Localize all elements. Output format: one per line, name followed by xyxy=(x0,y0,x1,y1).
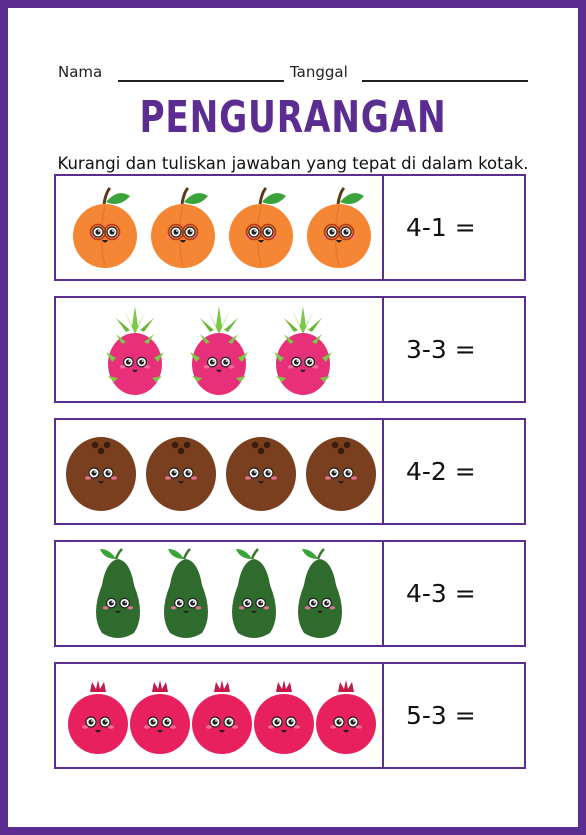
coconut-icon xyxy=(64,431,138,513)
header-fields xyxy=(8,63,578,87)
exercise-row-4 xyxy=(54,540,526,647)
instruction-text: Kurangi dan tuliskan jawaban yang tepat di dalam kotak. xyxy=(57,154,529,173)
coconut-icon xyxy=(144,431,218,513)
dragonfruit-icon xyxy=(104,304,166,396)
equation-1[interactable]: 4-1 = xyxy=(406,213,476,242)
fruit-group-1 xyxy=(56,176,384,279)
fruit-group-5 xyxy=(56,664,384,767)
peach-icon xyxy=(70,186,140,270)
equation-3[interactable]: 4-2 = xyxy=(406,457,476,486)
avocado-icon xyxy=(158,545,214,643)
pomegranate-icon xyxy=(128,680,192,756)
name-field[interactable] xyxy=(118,80,284,82)
avocado-icon xyxy=(90,545,146,643)
page-title: PENGURANGAN xyxy=(139,92,447,143)
peach-icon xyxy=(148,186,218,270)
peach-icon xyxy=(304,186,374,270)
dragonfruit-icon xyxy=(272,304,334,396)
fruit-group-4 xyxy=(56,542,384,645)
worksheet-page xyxy=(8,8,578,827)
avocado-icon xyxy=(292,545,348,643)
equation-5[interactable]: 5-3 = xyxy=(406,701,476,730)
dragonfruit-icon xyxy=(188,304,250,396)
exercise-row-5 xyxy=(54,662,526,769)
equation-2[interactable]: 3-3 = xyxy=(406,335,476,364)
fruit-group-3 xyxy=(56,420,384,523)
avocado-icon xyxy=(226,545,282,643)
exercise-row-3 xyxy=(54,418,526,525)
exercise-row-1 xyxy=(54,174,526,281)
fruit-group-2 xyxy=(56,298,384,401)
coconut-icon xyxy=(224,431,298,513)
date-field[interactable] xyxy=(362,80,528,82)
equation-4[interactable]: 4-3 = xyxy=(406,579,476,608)
pomegranate-icon xyxy=(66,680,130,756)
name-label: Nama xyxy=(58,63,103,81)
pomegranate-icon xyxy=(252,680,316,756)
coconut-icon xyxy=(304,431,378,513)
exercise-row-2 xyxy=(54,296,526,403)
pomegranate-icon xyxy=(190,680,254,756)
pomegranate-icon xyxy=(314,680,378,756)
peach-icon xyxy=(226,186,296,270)
date-label: Tanggal xyxy=(290,63,348,81)
